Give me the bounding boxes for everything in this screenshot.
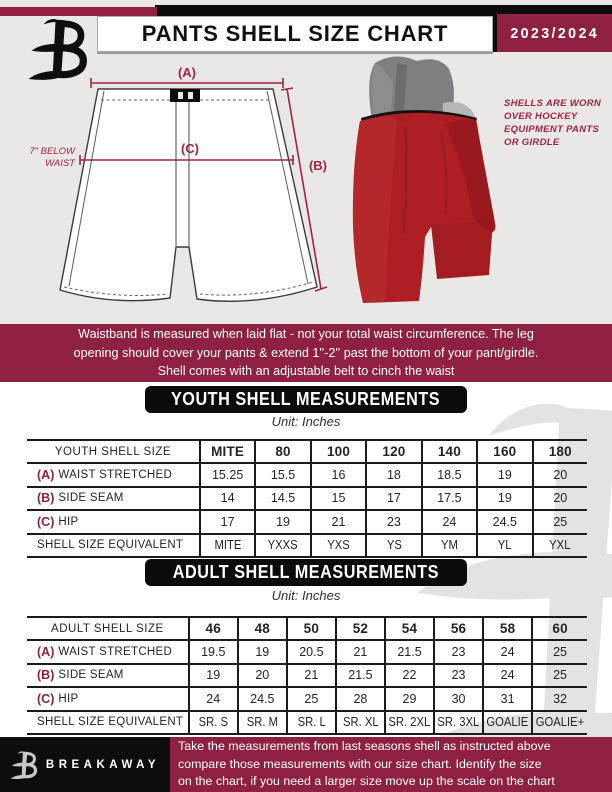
measurement-value-cell: 14 (199, 486, 254, 509)
table-header-size: 54 (384, 616, 433, 639)
shell-size-equivalent-cell: YM (421, 533, 476, 556)
table-row-label: (C) HIP (27, 686, 188, 709)
info-banner-line: Shell comes with an adjustable belt to cinch the waist (157, 364, 455, 379)
table-header-label: ADULT SHELL SIZE (27, 616, 188, 639)
table-header-size: 52 (335, 616, 384, 639)
table-row-label: (A) WAIST STRETCHED (27, 639, 188, 662)
measurement-value-cell: 24 (482, 663, 531, 686)
table-header-size: 48 (237, 616, 286, 639)
below-waist-note-line2: WAIST (45, 158, 75, 169)
measurement-value-cell: 17 (365, 486, 420, 509)
measurement-value-cell: 24 (482, 639, 531, 662)
measure-letter: (B) (37, 491, 55, 506)
measurement-value-cell: 19 (237, 639, 286, 662)
measurement-value-cell: 23 (365, 509, 420, 532)
measurement-value-cell: 31 (482, 686, 531, 709)
adult-section-banner (145, 559, 467, 586)
top-section (0, 0, 612, 324)
brand-name: BREAKAWAY (45, 758, 161, 771)
measurement-value-cell: 21.5 (384, 639, 433, 662)
shell-product-photo (345, 55, 505, 310)
measurement-value-cell: 24.5 (237, 686, 286, 709)
shell-size-equivalent-cell: GOALIE+ (531, 710, 587, 733)
measurement-value-cell: 23 (433, 639, 482, 662)
measurement-value-cell: 24 (188, 686, 237, 709)
photo-note-line: EQUIPMENT PANTS (504, 124, 600, 135)
measurement-value-cell: 29 (384, 686, 433, 709)
page-title-box (97, 16, 493, 52)
measurement-value-cell: 25 (531, 639, 587, 662)
measurement-value-cell: 14.5 (254, 486, 309, 509)
measurement-value-cell: 21 (335, 639, 384, 662)
shell-size-equivalent-cell: YXS (310, 533, 365, 556)
measurement-value-cell: 30 (433, 686, 482, 709)
table-row-label: (A) WAIST STRETCHED (27, 462, 199, 485)
table-header-size: 160 (476, 439, 531, 462)
measurement-value-cell: 22 (384, 663, 433, 686)
measurement-value-cell: 24 (421, 509, 476, 532)
footer-brand-box (0, 737, 170, 792)
footer-instruction-line: compare those measurements with our size chart. Identify the size (178, 756, 542, 771)
measurement-value-cell: 17 (199, 509, 254, 532)
measurement-value-cell: 19 (188, 663, 237, 686)
measure-b-label: (B) (308, 158, 328, 173)
measurement-value-cell: 25 (286, 686, 335, 709)
measurement-value-cell: 23 (433, 663, 482, 686)
measurement-value-cell: 19.5 (188, 639, 237, 662)
measurement-value-cell: 15 (310, 486, 365, 509)
table-header-size: 60 (531, 616, 587, 639)
shell-measurement-diagram (25, 60, 335, 310)
shell-size-equivalent-cell: SR. 3XL (433, 710, 482, 733)
table-header-size: 58 (482, 616, 531, 639)
shell-size-equivalent-cell: MITE (199, 533, 254, 556)
header-maroon-strip (0, 7, 157, 16)
measure-letter: (A) (37, 468, 55, 483)
youth-unit-label: Unit: Inches (271, 414, 341, 429)
footer-instructions (170, 737, 612, 792)
measurement-value-cell: 19 (476, 486, 531, 509)
table-header-size: 46 (188, 616, 237, 639)
measure-c-label: (C) (180, 141, 200, 156)
measurement-info-banner (0, 324, 612, 382)
measurement-value-cell: 20 (532, 462, 587, 485)
measurement-value-cell: 20.5 (286, 639, 335, 662)
measurement-value-cell: 19 (476, 462, 531, 485)
info-banner-line: Waistband is measured when laid flat - not your total waist circumference. The leg (78, 327, 534, 342)
youth-size-table (27, 439, 587, 558)
shell-size-equivalent-cell: YL (476, 533, 531, 556)
measurement-value-cell: 24.5 (476, 509, 531, 532)
measurement-value-cell: 20 (237, 663, 286, 686)
measure-letter: (C) (37, 514, 55, 529)
belt-buckle (170, 89, 200, 102)
photo-note (504, 97, 609, 149)
measurement-value-cell: 25 (531, 663, 587, 686)
measurement-value-cell: 25 (532, 509, 587, 532)
shell-size-equivalent-cell: SR. 2XL (384, 710, 433, 733)
page-title: PANTS SHELL SIZE CHART (141, 21, 449, 46)
measure-a-label: (A) (177, 65, 197, 80)
youth-section-title: YOUTH SHELL MEASUREMENTS (171, 389, 441, 409)
measurement-value-cell: 21.5 (335, 663, 384, 686)
table-header-size: 80 (254, 439, 309, 462)
photo-note-line: OR GIRDLE (504, 137, 560, 148)
photo-note-line: SHELLS ARE WORN (504, 98, 602, 109)
table-row-label: SHELL SIZE EQUIVALENT (27, 710, 188, 733)
table-header-size: 56 (433, 616, 482, 639)
shell-size-equivalent-cell: GOALIE (482, 710, 531, 733)
measurement-value-cell: 18 (365, 462, 420, 485)
table-header-size: 100 (310, 439, 365, 462)
below-waist-note-line1: 7" BELOW (29, 146, 75, 157)
youth-section-banner (145, 386, 467, 413)
measurement-value-cell: 17.5 (421, 486, 476, 509)
measurement-value-cell: 28 (335, 686, 384, 709)
measure-letter: (B) (37, 668, 55, 683)
adult-size-table (27, 616, 587, 735)
photo-note-line: OVER HOCKEY (504, 111, 578, 122)
shell-size-equivalent-cell: YXXS (254, 533, 309, 556)
measurement-value-cell: 21 (286, 663, 335, 686)
measurement-value-cell: 20 (532, 486, 587, 509)
measurement-value-cell: 15.25 (199, 462, 254, 485)
measurement-value-cell: 19 (254, 509, 309, 532)
measurement-value-cell: 16 (310, 462, 365, 485)
shell-size-equivalent-cell: SR. M (237, 710, 286, 733)
shell-size-equivalent-cell: SR. XL (335, 710, 384, 733)
measurement-value-cell: 32 (531, 686, 587, 709)
measure-letter: (A) (37, 645, 55, 660)
table-header-size: 50 (286, 616, 335, 639)
table-header-size: 140 (421, 439, 476, 462)
info-banner-line: opening should cover your pants & extend 1''-2'' past the bottom of your pant/girdle. (73, 345, 539, 360)
footer-instruction-line: on the chart, if you need a larger size move up the scale on the chart (178, 774, 555, 789)
shell-size-equivalent-cell: SR. S (188, 710, 237, 733)
table-header-size: 120 (365, 439, 420, 462)
measure-letter: (C) (37, 691, 55, 706)
table-header-label: YOUTH SHELL SIZE (27, 439, 199, 462)
table-row-label: (C) HIP (27, 509, 199, 532)
season-label: 2023/2024 (510, 24, 599, 42)
measurement-value-cell: 21 (310, 509, 365, 532)
adult-unit-label: Unit: Inches (271, 588, 341, 603)
shell-size-equivalent-cell: SR. L (286, 710, 335, 733)
season-badge (497, 14, 612, 52)
table-header-size: MITE (199, 439, 254, 462)
shell-size-equivalent-cell: YXL (532, 533, 587, 556)
adult-section-title: ADULT SHELL MEASUREMENTS (172, 562, 440, 582)
table-row-label: SHELL SIZE EQUIVALENT (27, 533, 199, 556)
table-row-label: (B) SIDE SEAM (27, 486, 199, 509)
footer-instruction-line: Take the measurements from last seasons shell as instructed above (178, 739, 551, 754)
measurement-value-cell: 18.5 (421, 462, 476, 485)
shell-size-equivalent-cell: YS (365, 533, 420, 556)
table-row-label: (B) SIDE SEAM (27, 663, 188, 686)
table-header-size: 180 (532, 439, 587, 462)
measurement-value-cell: 15.5 (254, 462, 309, 485)
breakaway-b-logo-icon (10, 750, 38, 780)
